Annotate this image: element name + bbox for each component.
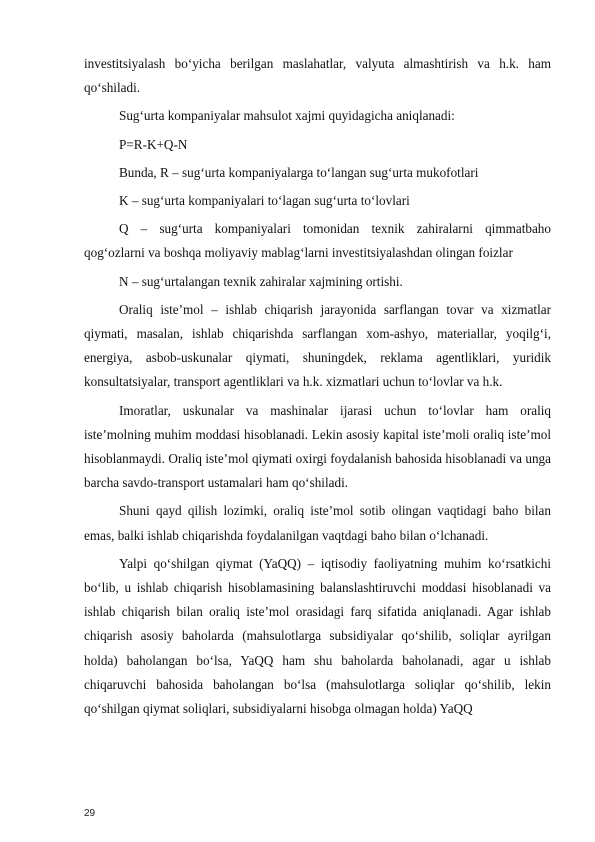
paragraph-rent-payments: Imoratlar, uskunalar va mashinalar ijarasi uchun to‘lovlar ham oraliq iste’molning muhim moddasi hisoblanadi. Lekin asosiy kapital iste’moli oraliq iste’mol hisoblanmaydi. Oraliq iste’mol qiymati oxirgi foydalanish bahosida hisoblanadi va unga barcha savdo-transport ustamalari ham qo‘shiladi.: [84, 402, 551, 491]
page-number: 29: [84, 808, 96, 819]
formula-line: P=R-K+Q-N: [119, 136, 188, 152]
paragraph-intermediate-consumption: Oraliq iste’mol – ishlab chiqarish jarayonida sarflangan tovar va xizmatlar qiymati, masalan, ishlab chiqarishda sarflangan xom-ashyo, materiallar, yoqilg‘i, energiya, asbob-uskunalar qiymati, shuningdek, reklama agentliklari, yuridik konsultatsiyalar, transport agentliklari va h.k. xizmatlari uchun to‘lovlar va h.k.: [84, 301, 551, 390]
definition-r: Bunda, R – sug‘urta kompaniyalarga to‘langan sug‘urta mukofotlari: [119, 164, 479, 180]
definition-k: K – sug‘urta kompaniyalari to‘lagan sug‘urta to‘lovlari: [119, 193, 410, 209]
paragraph-gross-value-added: Yalpi qo‘shilgan qiymat (YaQQ) – iqtisodiy faoliyatning muhim ko‘rsatkichi bo‘lib, u ishlab chiqarish hisoblamasining balanslashtiruvchi moddasi hisoblanadi va ishlab chiqarish bilan oraliq iste’mol orasidagi farq sifatida aniqlanadi. Agar ishlab chiqarish asosiy baholarda (mahsulotlarga subsidiyalar qo‘shilib, soliqlar ayrilgan holda) baholangan bo‘lsa, YaQQ ham shu baholarda baholanadi, agar u ishlab chiqaruvchi bahosida baholangan bo‘lsa (mahsulotlarga soliqlar qo‘shilib, lekin qo‘shilgan qiymat soliqlari, subsidiyalarni hisobga olmagan holda) YaQQ: [84, 555, 551, 717]
definition-n: N – sug‘urtalangan texnik zahiralar xajmining ortishi.: [119, 273, 403, 289]
paragraph-continuation: investitsiyalash bo‘yicha berilgan maslahatlar, valyuta almashtirish va h.k. ham qo‘shiladi.: [84, 56, 551, 96]
document-page: [84, 52, 551, 725]
definition-q: Q – sug‘urta kompaniyalari tomonidan texnik zahiralarni qimmatbaho qog‘ozlarni va boshqa moliyaviy mablag‘larni investitsiyalashdan olingan foizlar: [84, 221, 551, 261]
paragraph-measurement-note: Shuni qayd qilish lozimki, oraliq iste’mol sotib olingan vaqtidagi baho bilan emas, balki ishlab chiqarishda foydalanilgan vaqtdagi baho bilan o‘lchanadi.: [84, 503, 551, 543]
paragraph-insurance-intro: Sug‘urta kompaniyalar mahsulot xajmi quyidagicha aniqlanadi:: [119, 108, 455, 124]
